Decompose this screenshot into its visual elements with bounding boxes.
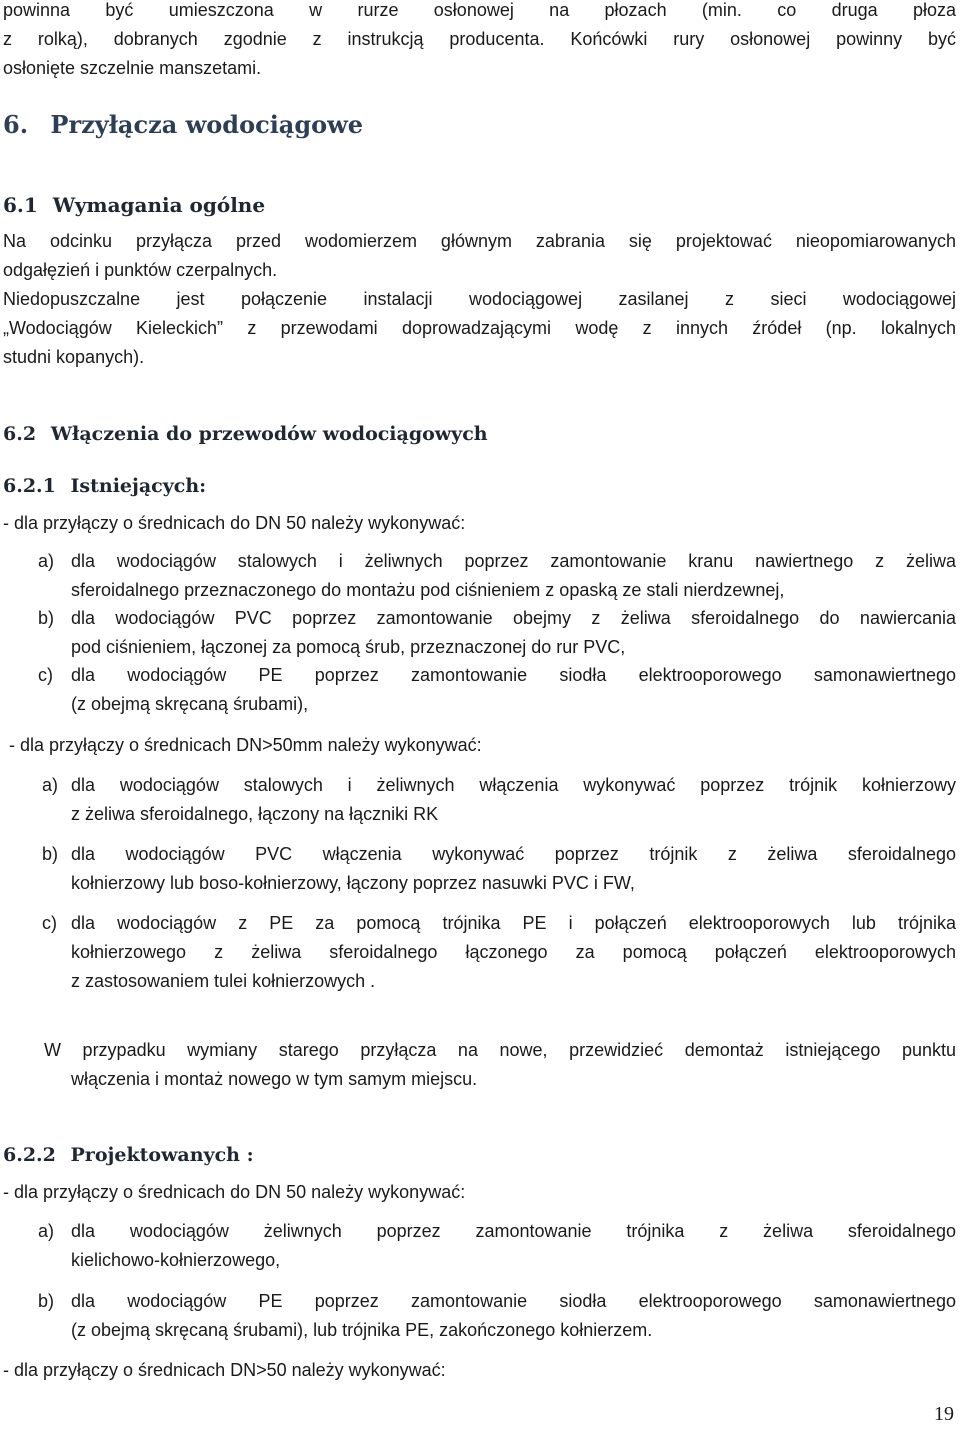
text-line: dla wodociągów żeliwnych poprzez zamontowanie trójnika z żeliwa sferoidalnego	[71, 1221, 956, 1241]
text-line: pod ciśnieniem, łączonej za pomocą śrub, przeznaczonej do rur PVC,	[71, 637, 626, 657]
heading-number: 6.2.1	[3, 475, 56, 497]
text-line: odgałęzień i punktów czerpalnych.	[3, 260, 278, 280]
list-item-label: a)	[38, 1221, 55, 1241]
text-line: powinna być umieszczona w rurze osłonowej na płozach (min. co druga płoza	[3, 0, 956, 20]
replacement-paragraph	[44, 1036, 956, 1094]
text-line: kołnierzowy lub boso-kołnierzowy, łączony poprzez nasuwki PVC i FW,	[71, 873, 635, 893]
text-line: włączenia i montaż nowego w tym samym miejscu.	[71, 1069, 478, 1089]
text-line: z żeliwa sferoidalnego, łączony na łączniki RK	[71, 804, 439, 824]
text-line: dla wodociągów PE poprzez zamontowanie siodła elektrooporowego samonawiertnego	[71, 665, 956, 685]
text-line: „Wodociągów Kieleckich” z przewodami doprowadzającymi wodę z innych źródeł (np. lokalnych	[3, 318, 956, 338]
text-line: z zastosowaniem tulei kołnierzowych .	[71, 971, 376, 991]
text-line: W przypadku wymiany starego przyłącza na nowe, przewidzieć demontaż istniejącego punktu	[44, 1040, 956, 1060]
intro-paragraph	[3, 0, 956, 83]
general-requirements-paragraph	[3, 227, 956, 372]
heading-title: Istniejących:	[70, 475, 207, 497]
text-line: dla wodociągów PE poprzez zamontowanie siodła elektrooporowego samonawiertnego	[71, 1291, 956, 1311]
section-6-2-2-heading	[3, 1144, 254, 1166]
list-item-label: a)	[38, 551, 55, 571]
text-line: dla wodociągów PVC włączenia wykonywać poprzez trójnik z żeliwa sferoidalnego	[71, 844, 956, 864]
text-line: kielichowo-kołnierzowego,	[71, 1250, 281, 1270]
heading-title: Projektowanych :	[70, 1144, 254, 1166]
text-line: studni kopanych).	[3, 347, 145, 367]
text-line: dla wodociągów PVC poprzez zamontowanie obejmy z żeliwa sferoidalnego do nawiercania	[71, 608, 956, 628]
dn50-intro: - dla przyłączy o średnicach do DN 50 należy wykonywać:	[3, 513, 466, 533]
list-item-label: b)	[42, 844, 59, 864]
section-6-1-heading	[3, 193, 265, 217]
text-line: dla wodociągów stalowych i żeliwnych poprzez zamontowanie kranu nawiertnego z żeliwa	[71, 551, 956, 571]
heading-title: Włączenia do przewodów wodociągowych	[50, 423, 488, 445]
dn50mm-intro: - dla przyłączy o średnicach DN>50mm należy wykonywać:	[9, 735, 482, 755]
heading-number: 6.	[3, 110, 29, 139]
section-6-heading	[3, 110, 363, 139]
heading-number: 6.2.2	[3, 1144, 56, 1166]
page-number: 19	[934, 1403, 954, 1425]
text-line: Niedopuszczalne jest połączenie instalacji wodociągowej zasilanej z sieci wodociągowej	[3, 289, 956, 309]
section-6-2-heading	[3, 423, 488, 445]
text-line: sferoidalnego przeznaczonego do montażu pod ciśnieniem z opaską ze stali nierdzewnej,	[71, 580, 785, 600]
heading-title: Wymagania ogólne	[52, 193, 266, 217]
text-line: kołnierzowego z żeliwa sferoidalnego łączonego za pomocą połączeń elektrooporowych	[71, 942, 956, 962]
text-line: dla wodociągów z PE za pomocą trójnika PE i połączeń elektrooporowych lub trójnika	[71, 913, 956, 933]
list-item-label: c)	[42, 913, 57, 933]
dn50-intro: - dla przyłączy o średnicach do DN 50 należy wykonywać:	[3, 1182, 466, 1202]
text-line: Na odcinku przyłącza przed wodomierzem głównym zabrania się projektować nieopomiarowanych	[3, 231, 956, 251]
list-item-label: b)	[38, 1291, 55, 1311]
text-line: (z obejmą skręcaną śrubami),	[71, 694, 309, 714]
dn50-gt-intro: - dla przyłączy o średnicach DN>50 należy wykonywać:	[3, 1360, 446, 1380]
list-item-label: a)	[42, 775, 59, 795]
section-6-2-1-heading	[3, 475, 206, 497]
text-line: osłonięte szczelnie manszetami.	[3, 58, 262, 78]
list-item-label: c)	[38, 665, 53, 685]
text-line: z rolką), dobranych zgodnie z instrukcją producenta. Końcówki rury osłonowej powinny być	[3, 29, 956, 49]
text-line: dla wodociągów stalowych i żeliwnych włączenia wykonywać poprzez trójnik kołnierzowy	[71, 775, 956, 795]
heading-number: 6.2	[3, 423, 37, 445]
list-item-label: b)	[38, 608, 55, 628]
heading-number: 6.1	[3, 193, 38, 217]
text-line: (z obejmą skręcaną śrubami), lub trójnika PE, zakończonego kołnierzem.	[71, 1320, 653, 1340]
heading-title: Przyłącza wodociągowe	[50, 110, 364, 139]
